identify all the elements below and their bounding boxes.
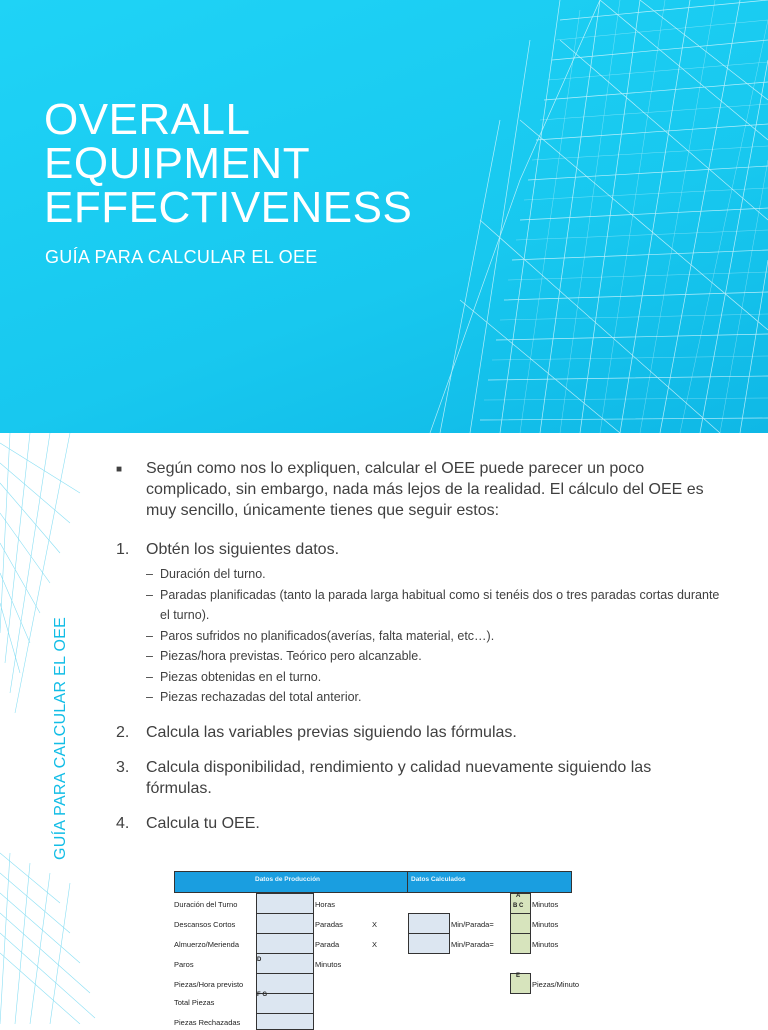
row-unit: Minutos bbox=[315, 960, 342, 969]
intro-text: Según como nos lo expliquen, calcular el OEE puede parecer un poco complicado, sin embargo, nada más lejos de la realidad. El cálculo del OEE es muy sencillo, únicamente tienes que seguir estos: bbox=[146, 460, 704, 519]
title-line: EQUIPMENT bbox=[44, 139, 311, 188]
list-item: – Paros sufridos no planificados(averías, falta material, etc…). bbox=[146, 628, 495, 643]
row-label: Paros bbox=[174, 960, 194, 969]
minutes-label: Minutos bbox=[532, 920, 559, 929]
cell-letter: A bbox=[516, 893, 521, 899]
calc-cell bbox=[408, 913, 450, 934]
list-item: – Paradas planificadas (tanto la parada larga habitual como si tenéis dos o tres paradas cortas durante el turno). bbox=[146, 587, 720, 622]
guide-content bbox=[116, 458, 726, 838]
page-title bbox=[44, 95, 413, 232]
row-label: Piezas Rechazadas bbox=[174, 1018, 241, 1027]
data-list bbox=[146, 564, 726, 708]
row-unit: Parada bbox=[315, 940, 340, 949]
row-label: Almuerzo/Merienda bbox=[174, 940, 240, 949]
row-label: Total Piezas bbox=[174, 998, 215, 1007]
step-item bbox=[116, 539, 726, 560]
cell-letter: B C bbox=[513, 903, 524, 909]
input-cell-short-breaks[interactable] bbox=[256, 913, 314, 934]
side-decoration bbox=[0, 433, 100, 1024]
header-calculated: Datos Calculados bbox=[411, 876, 466, 883]
cell-letter: F G bbox=[257, 992, 267, 998]
step-text: Obtén los siguientes datos. bbox=[146, 541, 340, 558]
row-label: Descansos Cortos bbox=[174, 920, 236, 929]
step-number: 3. bbox=[116, 758, 130, 776]
step-number: 1. bbox=[116, 541, 130, 558]
list-item: – Piezas rechazadas del total anterior. bbox=[146, 690, 362, 704]
title-line: OVERALL bbox=[44, 95, 251, 144]
input-cell-stops[interactable] bbox=[256, 953, 314, 974]
page-subtitle: GUÍA PARA CALCULAR EL OEE bbox=[45, 247, 318, 267]
row-label: Duración del Turno bbox=[174, 900, 238, 909]
step-number: 4. bbox=[116, 814, 130, 832]
step-number: 2. bbox=[116, 723, 130, 741]
input-cell-duration[interactable] bbox=[256, 893, 314, 914]
calc-cell bbox=[408, 933, 450, 954]
title-line: EFFECTIVENESS bbox=[44, 183, 413, 232]
step-item bbox=[116, 757, 706, 799]
min-per-stop-label: Min/Parada= bbox=[451, 940, 494, 949]
intro-bullet bbox=[116, 458, 726, 521]
step-item bbox=[116, 722, 726, 743]
sheet-header bbox=[174, 871, 572, 893]
result-cell bbox=[510, 933, 531, 954]
bullet-marker: ■ bbox=[116, 464, 123, 475]
pieces-per-minute-label: Piezas/Minuto bbox=[532, 980, 580, 989]
input-cell-rejected[interactable] bbox=[256, 1013, 314, 1030]
minutes-label: Minutos bbox=[532, 940, 559, 949]
cell-letter: D bbox=[257, 957, 262, 963]
step-item bbox=[116, 813, 726, 834]
x-mark: X bbox=[372, 920, 378, 929]
step-text: Calcula tu OEE. bbox=[146, 814, 260, 832]
result-cell bbox=[510, 913, 531, 934]
input-cell-lunch[interactable] bbox=[256, 933, 314, 954]
x-mark: X bbox=[372, 940, 378, 949]
minutes-label: Minutos bbox=[532, 900, 559, 909]
row-label: Piezas/Hora previsto bbox=[174, 980, 244, 989]
wireframe-side-graphic bbox=[0, 433, 100, 1024]
result-cell-e bbox=[510, 973, 531, 994]
row-unit: Paradas bbox=[315, 920, 343, 929]
step-text: Calcula las variables previas siguiendo las fórmulas. bbox=[146, 723, 517, 741]
list-item: – Piezas/hora previstas. Teórico pero alcanzable. bbox=[146, 649, 422, 663]
list-item: – Piezas obtenidas en el turno. bbox=[146, 669, 322, 684]
min-per-stop-label: Min/Parada= bbox=[451, 920, 494, 929]
title-banner bbox=[0, 0, 768, 433]
row-unit: Horas bbox=[315, 900, 336, 909]
cell-letter: E bbox=[516, 973, 521, 979]
side-label: GUÍA PARA CALCULAR EL OEE bbox=[52, 616, 69, 860]
list-item: – Duración del turno. bbox=[146, 567, 266, 581]
header-production: Datos de Producción bbox=[255, 876, 321, 883]
input-cell-pieces-hour[interactable] bbox=[256, 973, 314, 994]
step-text: Calcula disponibilidad, rendimiento y calidad nuevamente siguiendo las fórmulas. bbox=[146, 758, 652, 797]
